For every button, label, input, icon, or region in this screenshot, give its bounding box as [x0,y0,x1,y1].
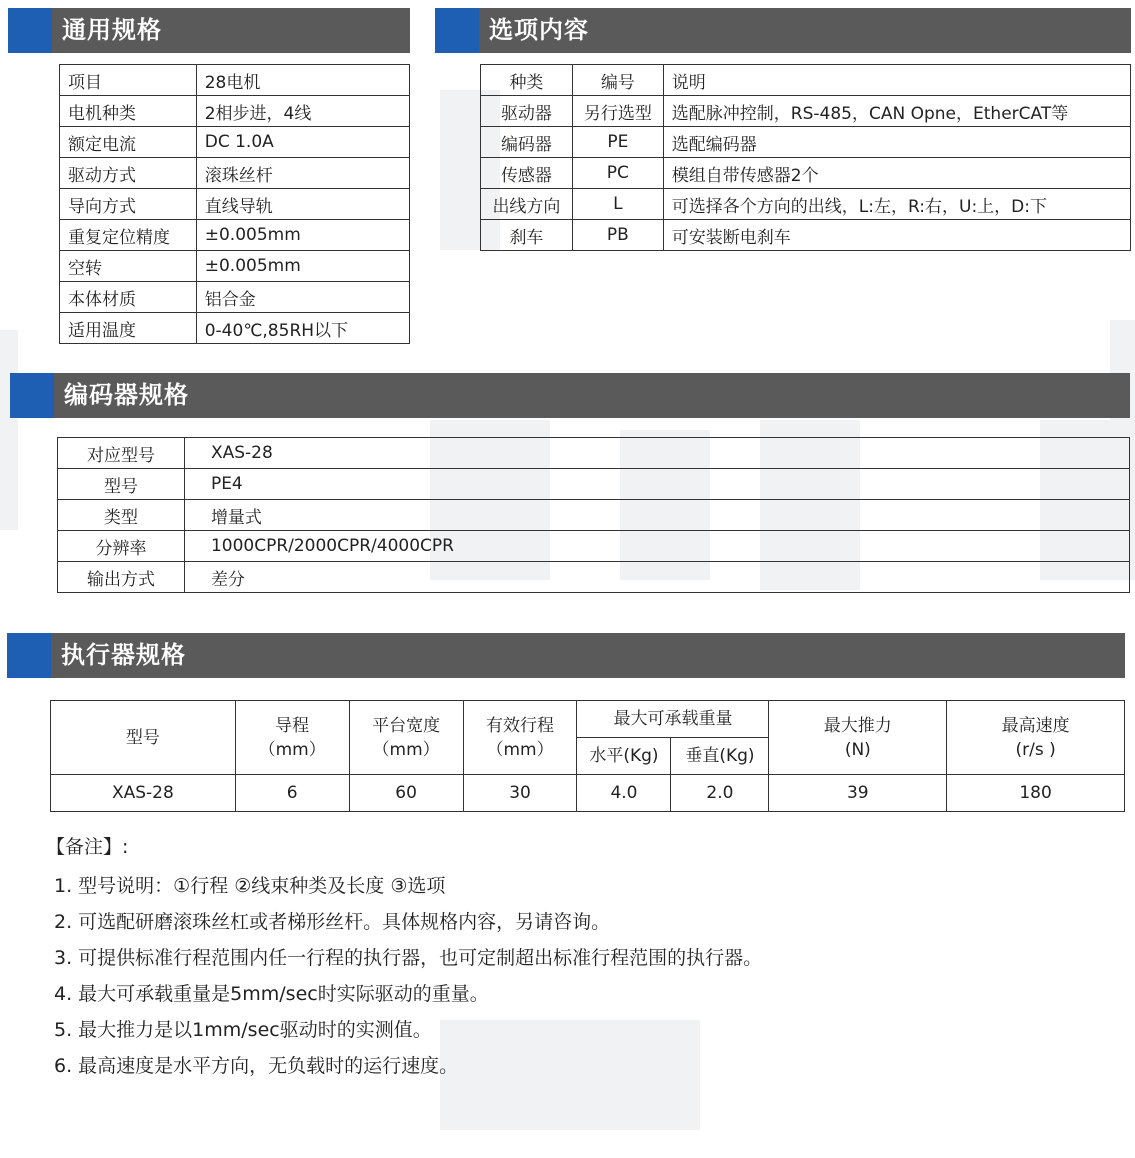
spec-value: 直线导轨 [196,189,409,220]
spec-label: 适用温度 [60,313,197,344]
table-row [481,220,1131,251]
cell-model: XAS-28 [51,775,236,812]
table-row [60,189,410,220]
options-table [480,64,1131,251]
spec-label: 重复定位精度 [60,220,197,251]
spec-label: 型号 [58,469,185,500]
option-code: PE [572,127,663,158]
header-accent-bar [435,8,479,53]
header-text: 型号 [125,727,160,748]
spec-value: ±0.005mm [196,220,409,251]
header-unit: （mm） [258,739,326,760]
option-code: L [572,189,663,220]
note-item: 5. 最大推力是以1mm/sec驱动时的实测值。 [54,1019,432,1041]
header-text: 最大推力 [823,715,892,736]
spec-value: PE4 [184,469,1129,500]
encoder-spec-header [10,373,1130,418]
header-unit: (N) [844,739,871,760]
option-kind: 传感器 [481,158,573,189]
table-row [58,469,1130,500]
header-text: 导程 [275,715,310,736]
spec-value: 差分 [184,562,1129,593]
header-text: 平台宽度 [372,715,441,736]
cell-thrust: 39 [769,775,947,812]
spec-label: 对应型号 [58,438,185,469]
column-header-code: 编号 [572,65,663,96]
cell-speed: 180 [947,775,1125,812]
table-row [60,158,410,189]
section-title: 通用规格 [62,16,162,44]
options-header [435,8,1131,53]
table-row [60,65,410,96]
option-kind: 驱动器 [481,96,573,127]
spec-label: 类型 [58,500,185,531]
section-title: 选项内容 [489,16,589,44]
note-item: 2. 可选配研磨滚珠丝杠或者梯形丝杆。具体规格内容，另请咨询。 [54,911,611,933]
header-accent-bar [10,373,54,418]
general-spec-table [59,64,410,344]
header-accent-bar [8,8,52,53]
header-text: 有效行程 [486,715,555,736]
column-header-lead [235,701,349,775]
table-row [60,282,410,313]
section-title: 执行器规格 [61,641,186,669]
option-desc: 选配编码器 [663,127,1130,158]
spec-value: 2相步进，4线 [196,96,409,127]
spec-label: 本体材质 [60,282,197,313]
spec-label: 空转 [60,251,197,282]
actuator-spec-table [50,700,1125,812]
table-row [58,500,1130,531]
spec-value: DC 1.0A [196,127,409,158]
option-code: PB [572,220,663,251]
spec-value: 1000CPR/2000CPR/4000CPR [184,531,1129,562]
table-row [60,251,410,282]
option-desc: 可安装断电刹车 [663,220,1130,251]
note-item: 1. 型号说明：①行程 ②线束种类及长度 ③选项 [54,875,446,897]
note-item: 6. 最高速度是水平方向，无负载时的运行速度。 [54,1055,459,1077]
column-header-stroke [463,701,577,775]
header-unit: （mm） [486,739,554,760]
option-code: PC [572,158,663,189]
header-accent-bar [7,633,51,678]
cell-load-horizontal: 4.0 [577,775,671,812]
table-row [481,127,1131,158]
column-header-speed [947,701,1125,775]
option-code: 另行选型 [572,96,663,127]
column-header-thrust [769,701,947,775]
spec-label: 项目 [60,65,197,96]
encoder-spec-table [57,437,1130,593]
table-row [51,775,1125,812]
spec-label: 电机种类 [60,96,197,127]
notes-section [46,832,762,1084]
cell-lead: 6 [235,775,349,812]
header-unit: （mm） [372,739,440,760]
column-header-load: 最大可承载重量 [577,701,769,738]
table-row [60,96,410,127]
option-kind: 编码器 [481,127,573,158]
column-header-desc: 说明 [663,65,1130,96]
header-text: 最高速度 [1001,715,1070,736]
table-header-row [51,701,1125,738]
spec-value: XAS-28 [184,438,1129,469]
table-header-row [481,65,1131,96]
table-row [58,562,1130,593]
spec-value: ±0.005mm [196,251,409,282]
spec-label: 导向方式 [60,189,197,220]
column-header-width [349,701,463,775]
section-title: 编码器规格 [64,381,189,409]
watermark-shape [0,330,18,530]
column-header-kind: 种类 [481,65,573,96]
spec-label: 驱动方式 [60,158,197,189]
spec-value: 增量式 [184,500,1129,531]
spec-label: 输出方式 [58,562,185,593]
column-header-load-vertical: 垂直(Kg) [671,738,769,775]
cell-stroke: 30 [463,775,577,812]
option-desc: 选配脉冲控制，RS-485，CAN Opne，EtherCAT等 [663,96,1130,127]
spec-label: 额定电流 [60,127,197,158]
table-row [481,158,1131,189]
spec-value: 28电机 [196,65,409,96]
table-row [60,313,410,344]
table-row [60,220,410,251]
cell-width: 60 [349,775,463,812]
note-item: 3. 可提供标准行程范围内任一行程的执行器，也可定制超出标准行程范围的执行器。 [54,947,763,969]
option-kind: 刹车 [481,220,573,251]
header-unit: (r/s ) [1015,739,1056,760]
spec-value: 铝合金 [196,282,409,313]
option-desc: 可选择各个方向的出线，L:左，R:右，U:上，D:下 [663,189,1130,220]
table-row [481,96,1131,127]
spec-label: 分辨率 [58,531,185,562]
actuator-spec-header [7,633,1125,678]
spec-value: 滚珠丝杆 [196,158,409,189]
cell-load-vertical: 2.0 [671,775,769,812]
option-desc: 模组自带传感器2个 [663,158,1130,189]
table-row [60,127,410,158]
column-header-model [51,701,236,775]
table-row [481,189,1131,220]
general-spec-header [8,8,410,53]
spec-value: 0-40℃,85RH以下 [196,313,409,344]
note-item: 4. 最大可承载重量是5mm/sec时实际驱动的重量。 [54,983,489,1005]
table-row [58,531,1130,562]
table-row [58,438,1130,469]
column-header-load-horizontal: 水平(Kg) [577,738,671,775]
notes-title: 【备注】: [46,836,129,858]
option-kind: 出线方向 [481,189,573,220]
